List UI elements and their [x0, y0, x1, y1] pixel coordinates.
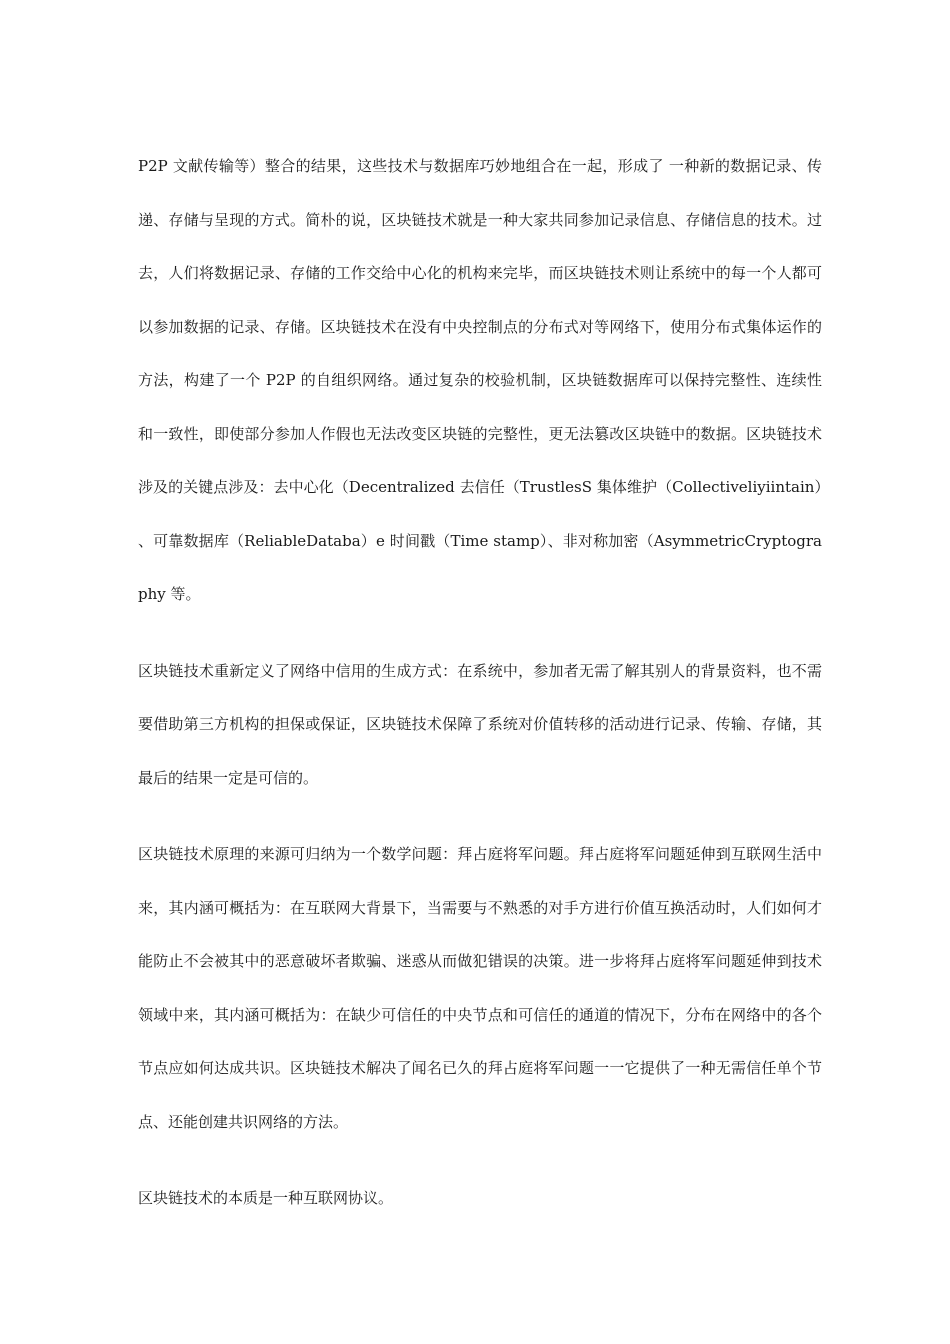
- paragraph-4: 区块链技术的本质是一种互联网协议。: [138, 1189, 394, 1207]
- document-body: [138, 140, 822, 1226]
- paragraph-1: P2P 文献传输等）整合的结果，这些技术与数据库巧妙地组合在一起，形成了 一种新的数据记录、传递、存储与呈现的方式。简朴的说，区块链技术就是一种大家共同参加记录信息、存储信息的技术。过去，人们将数据记录、存储的工作交给中心化的机构来完毕，而区块链技术则让系统中的每一个人都可以参加数据的记录、存储。区块链技术在没有中央控制点的分布式对等网络下，使用分布式集体运作的方法，构建了一个 P2P 的自组织网络。通过复杂的校验机制，区块链数据库可以保持完整性、连续性和一致性，即使部分参加人作假也无法改变区块链的完整性，更无法篡改区块链中的数据。区块链技术涉及的关键点涉及：去中心化（Decentralized 去信任（TrustlesS 集体维护（Collectiveliyiintain）、可靠数据库（ReliableDataba）e 时间戳（Time stamp）、非对称加密（AsymmetricCryptography 等。: [138, 157, 822, 603]
- paragraph-2: 区块链技术重新定义了网络中信用的生成方式：在系统中，参加者无需了解其别人的背景资料，也不需要借助第三方机构的担保或保证，区块链技术保障了系统对价值转移的活动进行记录、传输、存储，其最后的结果一定是可信的。: [138, 661, 822, 787]
- paragraph-3: 区块链技术原理的来源可归纳为一个数学问题：拜占庭将军问题。拜占庭将军问题延伸到互联网生活中来，其内涵可概括为：在互联网大背景下，当需要与不熟悉的对手方进行价值互换活动时，人们如何才能防止不会被其中的恶意破坏者欺骗、迷惑从而做犯错误的决策。进一步将拜占庭将军问题延伸到技术领域中来，其内涵可概括为：在缺少可信任的中央节点和可信任的通道的情况下，分布在网络中的各个节点应如何达成共识。区块链技术解决了闻名已久的拜占庭将军问题一一它提供了一种无需信任单个节点、还能创建共识网络的方法。: [138, 845, 822, 1131]
